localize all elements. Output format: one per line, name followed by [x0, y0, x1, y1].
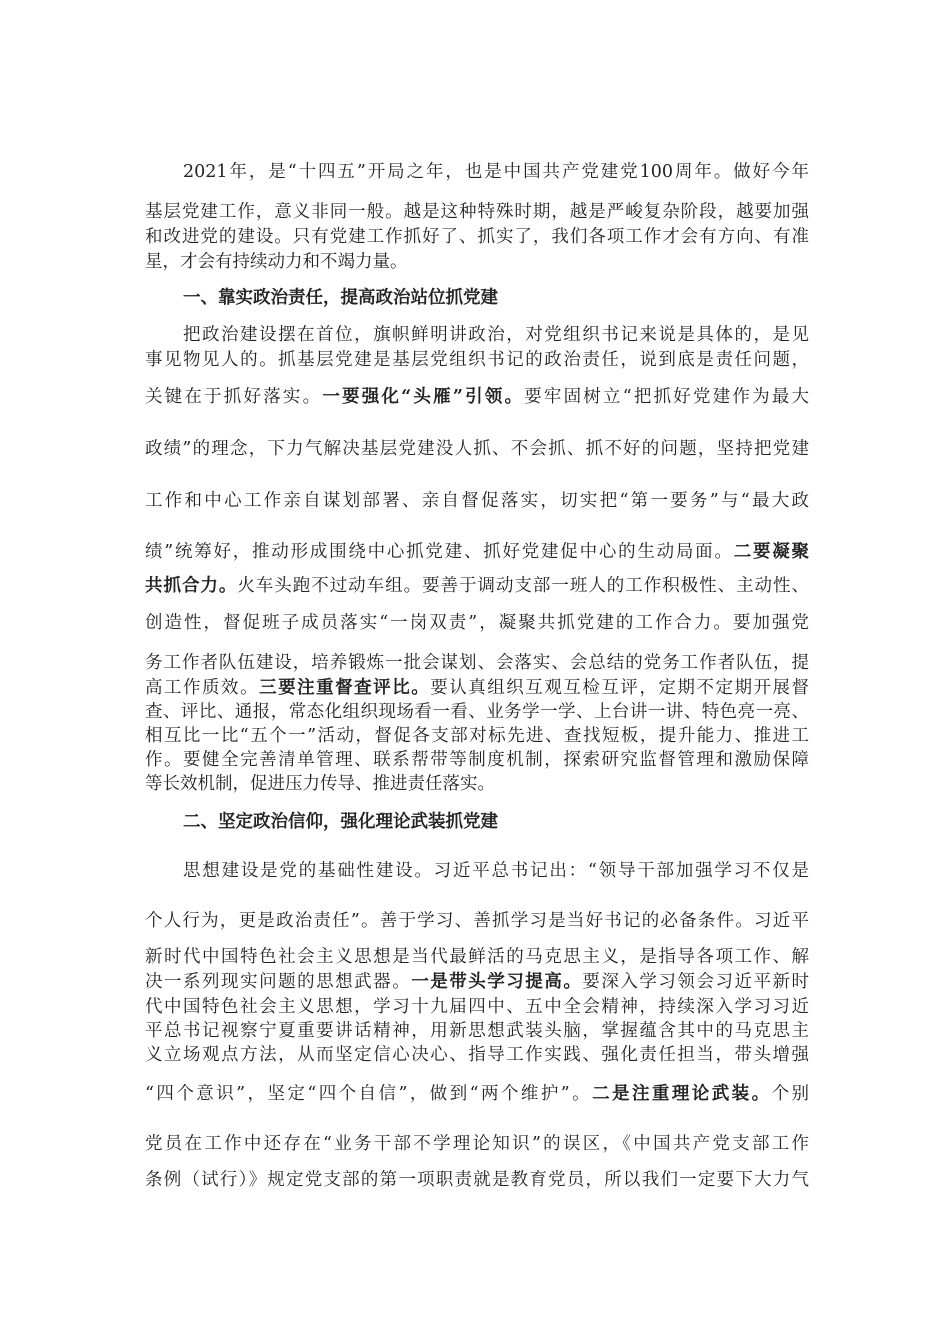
bold-key-point: 二要凝聚	[733, 542, 810, 562]
paragraph-line: 和改进党的建设。只有党建工作抓好了、抓实了，我们各项工作才会有方向、有准	[145, 227, 809, 247]
text-run: 决一系列现实问题的思想武器。	[145, 972, 412, 992]
section-heading-1: 一、靠实政治责任，提高政治站位抓党建	[183, 288, 498, 308]
text-run: 关键在于抓好落实。	[145, 387, 323, 407]
text-run: “四个意识”，坚定“四个自信”，做到“两个维护”。	[145, 1084, 593, 1104]
paragraph-line: 把政治建设摆在首位，旗帜鲜明讲政治，对党组织书记来说是具体的，是见	[183, 325, 809, 345]
paragraph-line	[145, 1083, 809, 1105]
paragraph-line: 新时代中国特色社会主义思想是当代最鲜活的马克思主义，是指导各项工作、解	[145, 947, 809, 967]
paragraph-line: 工作和中心工作亲自谋划部署、亲自督促落实，切实把“第一要务”与“最大政	[145, 491, 809, 511]
paragraph-line: 基层党建工作，意义非同一般。越是这种特殊时期，越是严峻复杂阶段，越要加强	[145, 202, 809, 222]
text-run: 要深入学习领会习近平新时	[582, 972, 810, 992]
paragraph-line: 代中国特色社会主义思想，学习十九届四中、五中全会精神，持续深入学习习近	[145, 997, 809, 1017]
bold-key-point: 共抓合力。	[145, 576, 238, 596]
bold-key-point: 一是带头学习提高。	[411, 972, 583, 992]
text-run: 个别	[771, 1084, 809, 1104]
paragraph-line: 创造性，督促班子成员落实“一岗双责”，凝聚共抓党建的工作合力。要加强党	[145, 613, 809, 633]
paragraph-line	[145, 575, 809, 597]
paragraph-line: 思想建设是党的基础性建设。习近平总书记出：“领导干部加强学习不仅是	[183, 861, 809, 881]
paragraph-line	[145, 386, 809, 408]
paragraph-line: 2021年，是“十四五”开局之年，也是中国共产党建党100周年。做好今年	[183, 162, 809, 182]
text-run: 高工作质效。	[145, 678, 260, 698]
paragraph-line	[145, 541, 809, 563]
text-run: 要牢固树立“把抓好党建作为最大	[524, 387, 809, 407]
text-run: 火车头跑不过动车组。要善于调动支部一班人的工作积极性、主动性、	[237, 576, 809, 596]
bold-key-point: 三要注重督查评比。	[259, 678, 431, 698]
paragraph-line: 平总书记视察宁夏重要讲话精神，用新思想武装头脑，掌握蕴含其中的马克思主	[145, 1021, 809, 1041]
paragraph-line: 查、评比、通报，常态化组织现场看一看、业务学一学、上台讲一讲、特色亮一亮、	[145, 702, 809, 722]
paragraph-line: 义立场观点方法，从而坚定信心决心、指导工作实践、强化责任担当，带头增强	[145, 1045, 809, 1065]
paragraph-line: 个人行为，更是政治责任”。善于学习、善抓学习是当好书记的必备条件。习近平	[145, 911, 809, 931]
paragraph-line: 作。要健全完善清单管理、联系帮带等制度机制，探索研究监督管理和激励保障	[145, 750, 809, 770]
paragraph-line	[145, 677, 809, 699]
paragraph-line: 事见物见人的。抓基层党建是基层党组织书记的政治责任，说到底是责任问题，	[145, 350, 809, 370]
paragraph-line	[145, 971, 809, 993]
paragraph-line: 星，才会有持续动力和不竭力量。	[145, 252, 408, 272]
paragraph-line: 政绩”的理念，下力气解决基层党建没人抓、不会抓、抓不好的问题，坚持把党建	[145, 439, 809, 459]
paragraph-line: 条例（试行）》规定党支部的第一项职责就是教育党员，所以我们一定要下大力气	[145, 1170, 809, 1190]
paragraph-line: 等长效机制，促进压力传导、推进责任落实。	[145, 774, 495, 794]
paragraph-line: 党员在工作中还存在“业务干部不学理论知识”的误区，《中国共产党支部工作	[145, 1134, 809, 1154]
section-heading-2: 二、坚定政治信仰，强化理论武装抓党建	[183, 812, 498, 832]
text-run: 要认真组织互观互检互评，定期不定期开展督	[430, 678, 810, 698]
paragraph-line: 务工作者队伍建设，培养锻炼一批会谋划、会落实、会总结的党务工作者队伍，提	[145, 653, 809, 673]
bold-key-point: 一要强化“头雁”引领。	[322, 387, 525, 407]
text-run: 绩”统筹好，推动形成围绕中心抓党建、抓好党建促中心的生动局面。	[145, 542, 734, 562]
paragraph-line: 相互比一比“五个一”活动，督促各支部对标先进、查找短板，提升能力、推进工	[145, 726, 809, 746]
bold-key-point: 二是注重理论武装。	[592, 1084, 772, 1104]
